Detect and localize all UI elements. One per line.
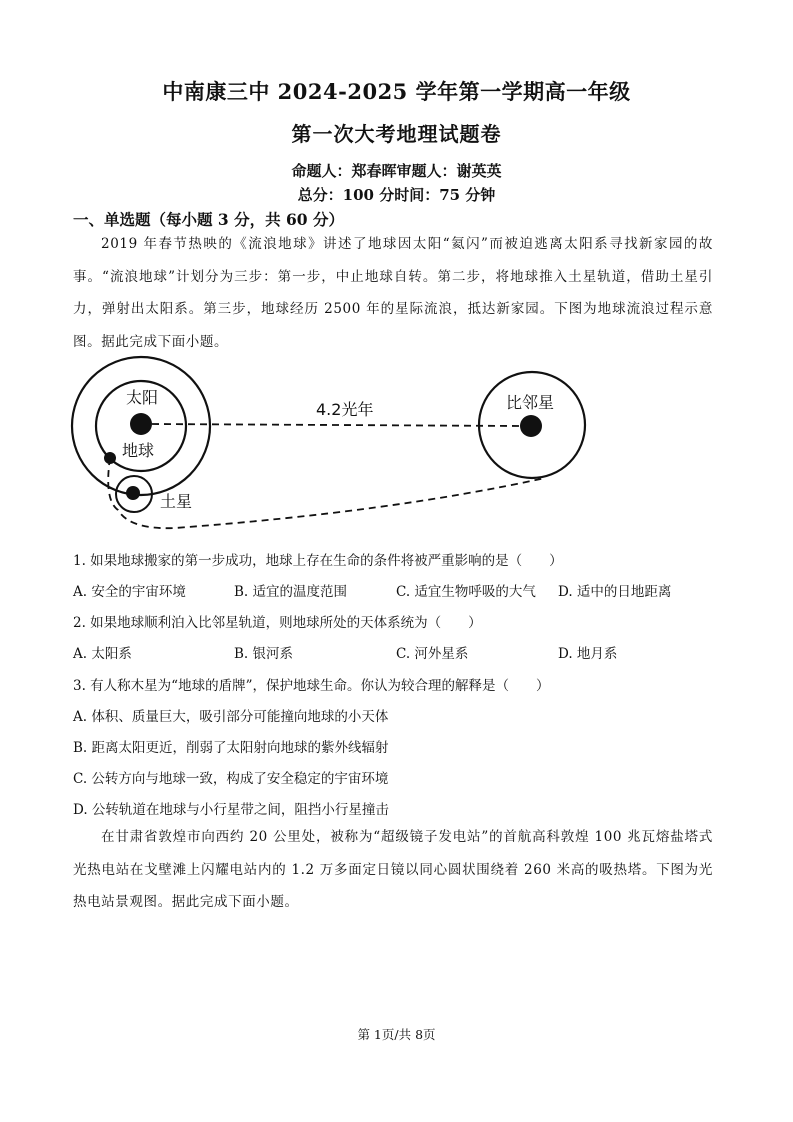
section-heading: 一、单选题（每小题 3 分，共 60 分） bbox=[73, 210, 344, 229]
sun-dot bbox=[130, 413, 152, 435]
inner-solar-orbit bbox=[96, 381, 186, 471]
passage-2: 在甘肃省敦煌市向西约 20 公里处，被称为“超级镜子发电站”的首航高科敦煌 100 兆瓦熔盐塔式光热电站在戈壁滩上闪耀电站内的 1.2 万多面定日镜以同心圆状围绕着 260 米高的吸热塔。下图为光热电站景观图。据此完成下面小题。 bbox=[73, 829, 713, 910]
question-1-option-a: A. 安全的宇宙环境 bbox=[73, 584, 186, 600]
distance-label: 4.2光年 bbox=[316, 400, 374, 419]
question-3-option-c: C. 公转方向与地球一致，构成了安全稳定的宇宙环境 bbox=[73, 771, 389, 787]
question-1-option-d: D. 适中的日地距离 bbox=[558, 584, 672, 600]
question-3-option-d: D. 公转轨道在地球与小行星带之间，阻挡小行星撞击 bbox=[73, 802, 389, 818]
exam-title-line1: 中南康三中 2024-2025 学年第一学期高一年级 bbox=[162, 79, 631, 104]
distance-line bbox=[152, 424, 520, 426]
saturn-label: 土星 bbox=[160, 492, 193, 511]
earth-dot bbox=[104, 452, 116, 464]
question-3-stem: 3. 有人称木星为“地球的盾牌”，保护地球生命。你认为较合理的解释是（ ） bbox=[73, 678, 550, 694]
proxima-label: 比邻星 bbox=[506, 393, 555, 412]
sun-label: 太阳 bbox=[126, 388, 159, 407]
passage-1: 2019 年春节热映的《流浪地球》讲述了地球因太阳“氦闪”而被迫逃离太阳系寻找新家园的故事。“流浪地球”计划分为三步：第一步，中止地球自转。第二步，将地球推入土星轨道，借助土星引力，弹射出太阳系。第三步，地球经历 2500 年的星际流浪，抵达新家园。下图为地球流浪过程示意图。据此完成下面小题。 bbox=[73, 236, 713, 350]
exam-score-time: 总分：100 分时间：75 分钟 bbox=[297, 186, 496, 204]
exam-authors: 命题人：郑春晖审题人：谢英英 bbox=[291, 162, 502, 180]
saturn-orbit bbox=[116, 476, 152, 512]
page-footer: 第 1页/共 8页 bbox=[357, 1027, 436, 1042]
question-2-option-a: A. 太阳系 bbox=[73, 646, 132, 662]
proxima-orbit bbox=[479, 372, 585, 478]
question-1-option-c: C. 适宜生物呼吸的大气 bbox=[396, 584, 536, 600]
question-2-option-b: B. 银河系 bbox=[234, 646, 294, 662]
question-1-option-b: B. 适宜的温度范围 bbox=[234, 584, 348, 600]
saturn-dot bbox=[126, 486, 140, 500]
question-2-option-c: C. 河外星系 bbox=[396, 646, 469, 662]
earth-label: 地球 bbox=[122, 441, 155, 460]
exam-title-line2: 第一次大考地理试题卷 bbox=[291, 122, 502, 146]
migration-path bbox=[108, 458, 545, 528]
proxima-dot bbox=[520, 415, 542, 437]
question-3-option-a: A. 体积、质量巨大，吸引部分可能撞向地球的小天体 bbox=[73, 709, 389, 725]
question-3-option-b: B. 距离太阳更近，削弱了太阳射向地球的紫外线辐射 bbox=[73, 740, 389, 756]
question-1-stem: 1. 如果地球搬家的第一步成功，地球上存在生命的条件将被严重影响的是（ ） bbox=[73, 553, 563, 569]
outer-solar-orbit bbox=[72, 357, 210, 495]
question-2-stem: 2. 如果地球顺利泊入比邻星轨道，则地球所处的天体系统为（ ） bbox=[73, 615, 482, 631]
question-2-option-d: D. 地月系 bbox=[558, 646, 618, 662]
